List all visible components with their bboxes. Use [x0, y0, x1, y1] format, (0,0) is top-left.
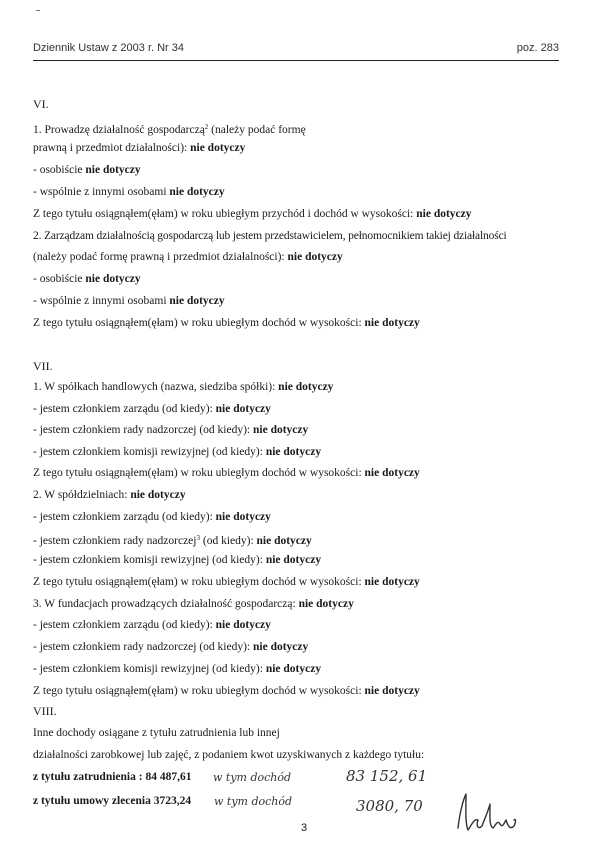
s6-p1-personal: - osobiście nie dotyczy: [33, 164, 141, 176]
s7-s1-supervisory: - jestem członkiem rady nadzorczej (od kiedy): nie dotyczy: [33, 424, 309, 436]
handwritten-amount-2: 3080, 70: [356, 797, 423, 815]
handwritten-note-2: w tym dochód: [214, 795, 293, 808]
s7-s2-income: Z tego tytułu osiągnąłem(ęłam) w roku ubiegłym dochód w wysokości: nie dotyczy: [33, 576, 420, 588]
s7-s2-board: - jestem członkiem zarządu (od kiedy): nie dotyczy: [33, 511, 271, 523]
section-viii-heading: VIII.: [33, 704, 57, 718]
s8-employment: z tytułu zatrudnienia : 84 487,61: [33, 771, 192, 783]
s8-line2: działalności zarobkowej lub zajęć, z podaniem kwot uzyskiwanych z każdego tytułu:: [33, 749, 425, 761]
s6-p2-line1: 2. Zarządzam działalnością gospodarczą lub jestem przedstawicielem, pełnomocnikiem takiej działalności: [33, 230, 507, 242]
position-number: poz. 283: [516, 42, 559, 54]
s7-s2-title: 2. W spółdzielniach: nie dotyczy: [33, 489, 186, 501]
journal-title: Dziennik Ustaw z 2003 r. Nr 34: [33, 42, 185, 54]
footnote-marker: 3: [196, 534, 200, 542]
page-number: 3: [301, 822, 308, 834]
s7-s1-title: 1. W spółkach handlowych (nazwa, siedziba spółki): nie dotyczy: [33, 381, 334, 393]
s7-s2-supervisory: - jestem członkiem rady nadzorczej$^3$ (od kiedy): nie dotyczy: [33, 534, 312, 547]
handwritten-amount-1: 83 152, 61: [346, 767, 428, 785]
s6-p1-joint: - wspólnie z innymi osobami nie dotyczy: [33, 186, 225, 198]
section-vii-heading: VII.: [33, 359, 53, 373]
section-vi-heading: VI.: [33, 97, 49, 111]
s7-s3-title: 3. W fundacjach prowadzących działalność gospodarczą: nie dotyczy: [33, 598, 354, 610]
handwritten-note-1: w tym dochód: [213, 771, 292, 784]
scan-mark: [36, 10, 40, 11]
signature-icon: [454, 790, 524, 840]
s7-s1-board: - jestem członkiem zarządu (od kiedy): nie dotyczy: [33, 403, 271, 415]
s6-p2-line2: (należy podać formę prawną i przedmiot działalności): nie dotyczy: [33, 251, 343, 263]
s7-s3-income: Z tego tytułu osiągnąłem(ęłam) w roku ubiegłym dochód w wysokości: nie dotyczy: [33, 685, 420, 697]
s7-s2-audit: - jestem członkiem komisji rewizyjnej (od kiedy): nie dotyczy: [33, 554, 322, 566]
s7-s1-income: Z tego tytułu osiągnąłem(ęłam) w roku ubiegłym dochód w wysokości: nie dotyczy: [33, 467, 420, 479]
s6-p2-personal: - osobiście nie dotyczy: [33, 273, 141, 285]
s7-s1-audit: - jestem członkiem komisji rewizyjnej (od kiedy): nie dotyczy: [33, 446, 322, 458]
s7-s3-board: - jestem członkiem zarządu (od kiedy): nie dotyczy: [33, 619, 271, 631]
s7-s3-supervisory: - jestem członkiem rady nadzorczej (od kiedy): nie dotyczy: [33, 641, 309, 653]
s6-p2-joint: - wspólnie z innymi osobami nie dotyczy: [33, 295, 225, 307]
s6-p1-income: Z tego tytułu osiągnąłem(ęłam) w roku ubiegłym przychód i dochód w wysokości: nie dotyczy: [33, 208, 472, 220]
s6-p2-income: Z tego tytułu osiągnąłem(ęłam) w roku ubiegłym dochód w wysokości: nie dotyczy: [33, 317, 420, 329]
s7-s3-audit: - jestem członkiem komisji rewizyjnej (od kiedy): nie dotyczy: [33, 663, 322, 675]
s8-contract: z tytułu umowy zlecenia 3723,24: [33, 795, 192, 807]
s6-p1-line2: prawną i przedmiot działalności): nie dotyczy: [33, 142, 246, 154]
s8-line1: Inne dochody osiągane z tytułu zatrudnienia lub innej: [33, 727, 280, 739]
s6-p1-line1: 1. Prowadzę działalność gospodarczą$^2$ (należy podać formę: [33, 123, 306, 136]
header-divider: [33, 60, 559, 61]
footnote-marker: 2: [204, 123, 209, 131]
